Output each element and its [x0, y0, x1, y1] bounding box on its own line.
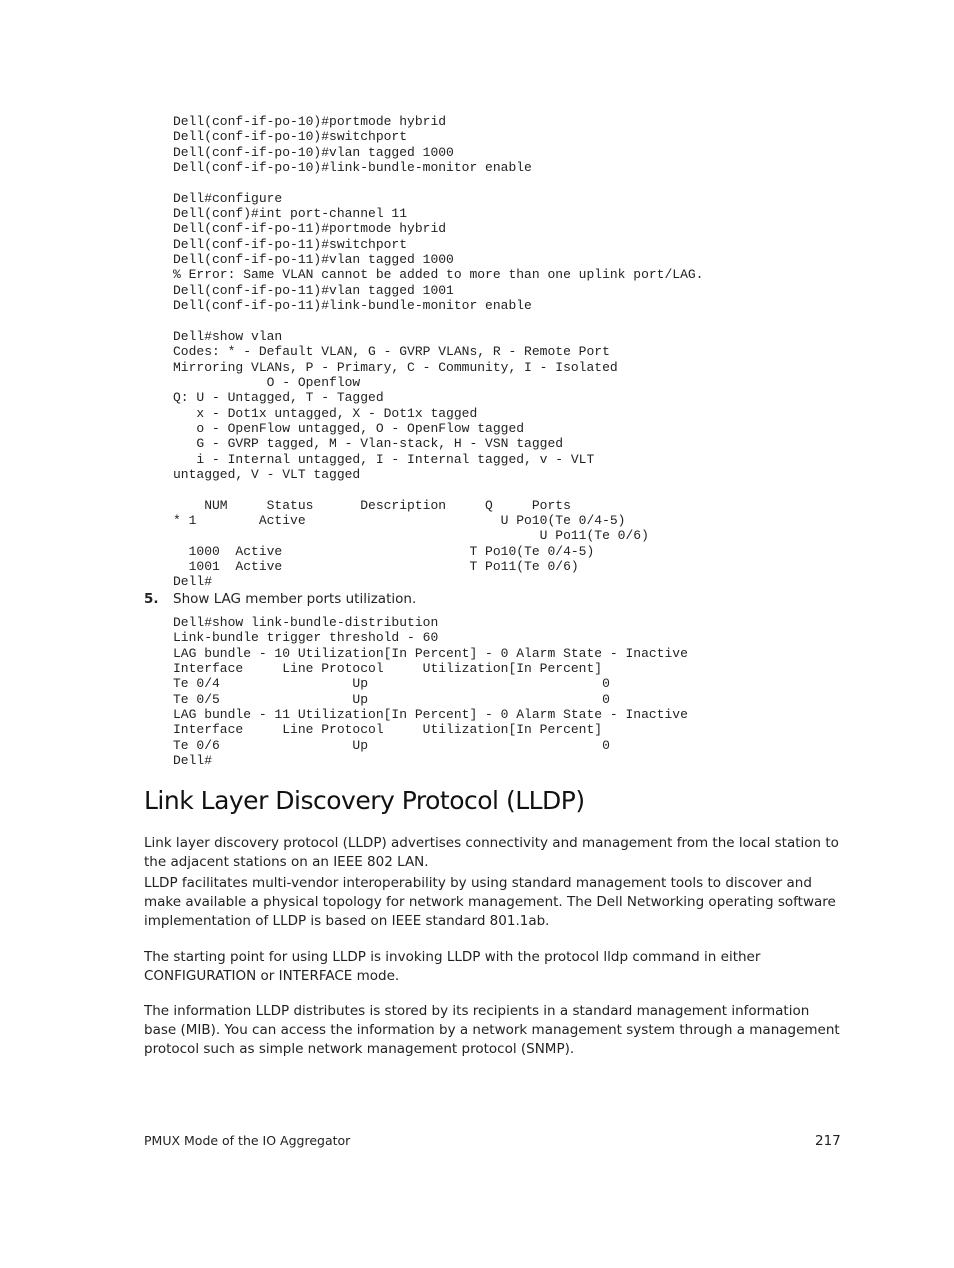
step-text: Show LAG member ports utilization. — [173, 591, 417, 607]
link-bundle-output-code-block: Dell#show link-bundle-distribution Link-bundle trigger threshold - 60 LAG bundle - 10 Utilization[In Percent] - 0 Alarm State - Inactive Interface Line Protocol Utilization[In Percent] Te 0/4 Up 0 Te 0/5 Up 0 LAG bundle - 11 Utilization[In Percent] - 0 Alarm State - Inactive Interface Line Protocol Utilization[In Percent] Te 0/6 Up 0 Dell# — [173, 615, 688, 769]
paragraph-lldp-intro: Link layer discovery protocol (LLDP) advertises connectivity and management from the local station to the adjacent stations on an IEEE 802 LAN. — [144, 835, 839, 870]
page-number: 217 — [815, 1133, 841, 1149]
paragraph-lldp-mib: The information LLDP distributes is stored by its recipients in a standard management information base (MIB). You can access the information by a network management system through a management protocol such as simple network management protocol (SNMP). — [144, 1003, 840, 1057]
paragraph-lldp-starting-point: The starting point for using LLDP is invoking LLDP with the protocol lldp command in either CONFIGURATION or INTERFACE mode. — [144, 949, 761, 984]
config-code-block: Dell(conf-if-po-10)#portmode hybrid Dell(conf-if-po-10)#switchport Dell(conf-if-po-10)#vlan tagged 1000 Dell(conf-if-po-10)#link-bundle-monitor enable Dell#configure Dell(conf)#int port-channel 11 Dell(conf-if-po-11)#portmode hybrid Dell(conf-if-po-11)#switchport Dell(conf-if-po-11)#vlan tagged 1000 % Error: Same VLAN cannot be added to more than one uplink port/LAG. Dell(conf-if-po-11)#vlan tagged 1001 Dell(conf-if-po-11)#link-bundle-monitor enable Dell#show vlan Codes: * - Default VLAN, G - GVRP VLANs, R - Remote Port Mirroring VLANs, P - Primary, C - Community, I - Isolated O - Openflow Q: U - Untagged, T - Tagged x - Dot1x untagged, X - Dot1x tagged o - OpenFlow untagged, O - OpenFlow tagged G - GVRP tagged, M - Vlan-stack, H - VSN tagged i - Internal untagged, I - Internal tagged, v - VLT untagged, V - VLT tagged NUM Status Description Q Ports * 1 Active U Po10(Te 0/4-5) U Po11(Te 0/6) 1000 Active T Po10(Te 0/4-5) 1001 Active T Po11(Te 0/6) Dell# — [173, 114, 704, 590]
section-heading: Link Layer Discovery Protocol (LLDP) — [144, 786, 585, 815]
footer-title: PMUX Mode of the IO Aggregator — [144, 1133, 351, 1148]
procedure-step — [144, 591, 416, 607]
paragraph-lldp-interoperability: LLDP facilitates multi-vendor interoperability by using standard management tools to discover and make available a physical topology for network management. The Dell Networking operating software implementation of LLDP is based on IEEE standard 801.1ab. — [144, 875, 836, 929]
step-number: 5. — [144, 591, 159, 607]
